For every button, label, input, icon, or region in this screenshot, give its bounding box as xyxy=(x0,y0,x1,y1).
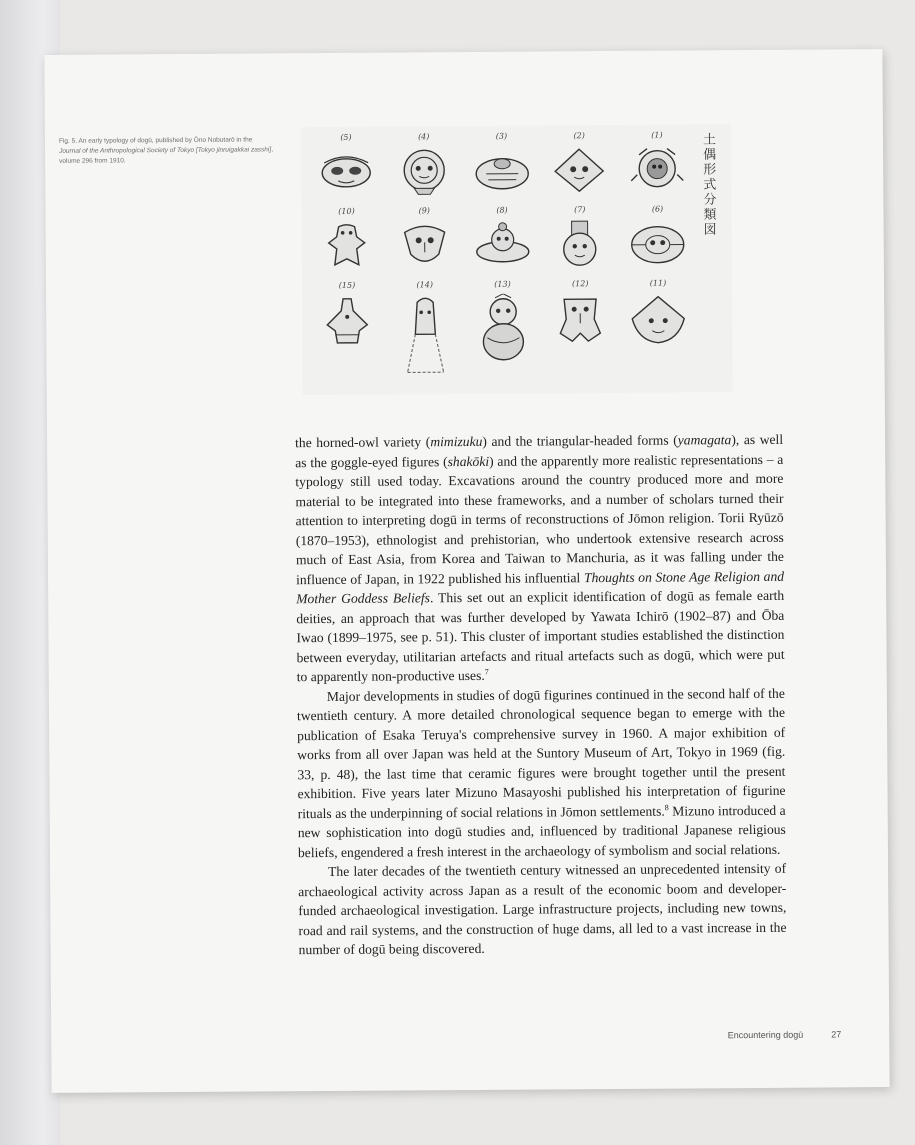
dogu-sketch-icon xyxy=(628,218,688,268)
figure-cell xyxy=(464,131,538,196)
dogu-sketch-icon xyxy=(627,144,687,194)
figure-number: (1) xyxy=(651,130,663,140)
text-run: ) and the triangular-headed forms ( xyxy=(482,432,678,449)
figure-number: (14) xyxy=(416,280,433,290)
figure-row-3 xyxy=(310,278,696,375)
dogu-sketch-icon xyxy=(395,294,456,374)
body-paragraph-1 xyxy=(295,430,785,687)
plate-title: 土偶形式分類図 xyxy=(699,132,716,238)
figure-number: (8) xyxy=(496,205,508,215)
footnote-ref: 7 xyxy=(484,667,489,677)
dogu-sketch-icon xyxy=(316,147,376,197)
dogu-sketch-icon xyxy=(549,145,609,195)
figure-cell xyxy=(620,204,694,269)
dogu-sketch-icon xyxy=(550,219,610,269)
figure-cell xyxy=(310,281,385,376)
figure-number: (7) xyxy=(574,205,586,215)
figure-number: (5) xyxy=(340,132,352,142)
text-run: . This set out an explicit identification of dogū as female earth deities, an approach that was further developed by Yawata Ichirō (1902–87) and Ōba Iwao (1899–1975, see p. 51). This cluster of important studies established the distinction between everyday, utilitarian artefacts and ritual artefacts such as dogū, which were put to apparently non-productive uses. xyxy=(296,587,785,685)
figure-cell xyxy=(387,132,461,197)
figure-number: (3) xyxy=(495,131,508,141)
text-italic: yamagata xyxy=(677,432,732,448)
dogu-sketch-icon xyxy=(317,295,377,355)
caption-lead: Fig. 5. An early typology of dogū, published by Ōno Nobutarō in the xyxy=(58,136,253,145)
figure-number: (6) xyxy=(651,204,664,214)
caption-journal: Journal of the Anthropological Society of Tokyo xyxy=(59,146,195,155)
figure-number: (12) xyxy=(571,279,589,289)
figure-cell xyxy=(388,280,463,375)
figure-cell xyxy=(309,133,383,198)
text-run: the horned-owl variety ( xyxy=(295,434,431,451)
figure-number: (13) xyxy=(494,279,511,289)
caption-journal-jp: [Tokyo jinruigakkai zasshi] xyxy=(195,146,272,154)
dogu-sketch-icon xyxy=(317,221,377,271)
page-number: 27 xyxy=(831,1029,842,1040)
text-run: ) and the apparently more realistic representations – a typology still used today. Excavations around the country produced more and more material to be integrated into these frameworks, and a number of scholars turned their attention to interpreting dogū in terms of reconstructions of Jōmon religion. Torii Ryūzō (1870–1953), ethnologist and prehistorian, who undertook extensive research across much of East Asia, from Korea and Taiwan to Manchuria, as it was falling under the influence of Japan, in 1922 published his influential xyxy=(295,451,784,587)
body-paragraph-3: The later decades of the twentieth century witnessed an unprecedented intensity of archaeological activity across Japan as a result of the economic boom and developer-funded archaeological investigation. Large infrastructure projects, including new towns, road and rail systems, and the construction of huge dams, all led to a vast increase in the number of dogū being discovered. xyxy=(298,860,787,958)
figure-cell xyxy=(542,131,616,196)
figure-number: (2) xyxy=(573,131,585,141)
dogu-sketch-icon xyxy=(472,146,532,196)
book-page xyxy=(44,49,889,1093)
dogu-sketch-icon xyxy=(628,292,688,348)
figure-caption xyxy=(59,135,273,166)
figure-number: (11) xyxy=(649,278,667,288)
dogu-sketch-icon xyxy=(472,220,532,270)
dogu-sketch-icon xyxy=(550,293,610,349)
dogu-sketch-icon xyxy=(394,146,454,196)
dogu-sketch-icon xyxy=(394,220,454,270)
figure-row-2 xyxy=(309,204,694,271)
footnote-ref: 8 xyxy=(664,802,669,812)
text-italic: shakōki xyxy=(447,453,490,469)
article-body xyxy=(295,430,787,960)
body-paragraph-2 xyxy=(297,683,786,862)
dogu-sketch-icon xyxy=(473,294,533,364)
dogu-typology-figure xyxy=(301,124,733,395)
figure-number: (10) xyxy=(338,206,355,216)
footer-section-title: Encountering dogū xyxy=(727,1029,804,1041)
figure-row-1 xyxy=(309,130,694,197)
figure-number: (9) xyxy=(418,206,430,216)
figure-cell xyxy=(621,278,696,373)
text-italic: mimizuku xyxy=(430,433,483,450)
book-title: Thoughts on Stone Age Religion and Mother Goddess Beliefs xyxy=(296,568,785,607)
figure-number: (4) xyxy=(418,132,430,142)
figure-cell xyxy=(309,207,383,272)
running-footer xyxy=(728,1029,842,1040)
figure-cell xyxy=(543,205,617,270)
text-run: Mizuno introduced a new sophistication into dogū studies and, influenced by traditional Japanese religious beliefs, engendered a fresh interest in the archaeology of symbolism and social relations. xyxy=(297,802,786,860)
figure-cell xyxy=(465,279,540,374)
figure-cell xyxy=(543,279,618,374)
figure-cell xyxy=(465,205,539,270)
text-run: ), as well as the goggle-eyed figures ( xyxy=(295,431,784,470)
text-run: Major developments in studies of dogū figurines continued in the second half of the twentieth century. A more detailed chronological sequence began to emerge with the publication of Esaka Teruya's comprehensive survey in 1960. A major exhibition of works from all over Japan was held at the Suntory Museum of Art, Tokyo in 1969 (fig. 33, p. 48), the last time that ceramic figures were brought together until the present exhibition. Five years later Mizuno Masayoshi published his interpretation of figurine rituals as the underpinning of social relations in Jōmon settlements. xyxy=(296,685,786,821)
figure-cell xyxy=(620,130,694,195)
caption-tail: , volume 296 from 1910. xyxy=(59,146,274,165)
figure-number: (15) xyxy=(338,280,356,290)
figure-cell xyxy=(387,206,461,271)
figure-grid xyxy=(309,130,696,385)
